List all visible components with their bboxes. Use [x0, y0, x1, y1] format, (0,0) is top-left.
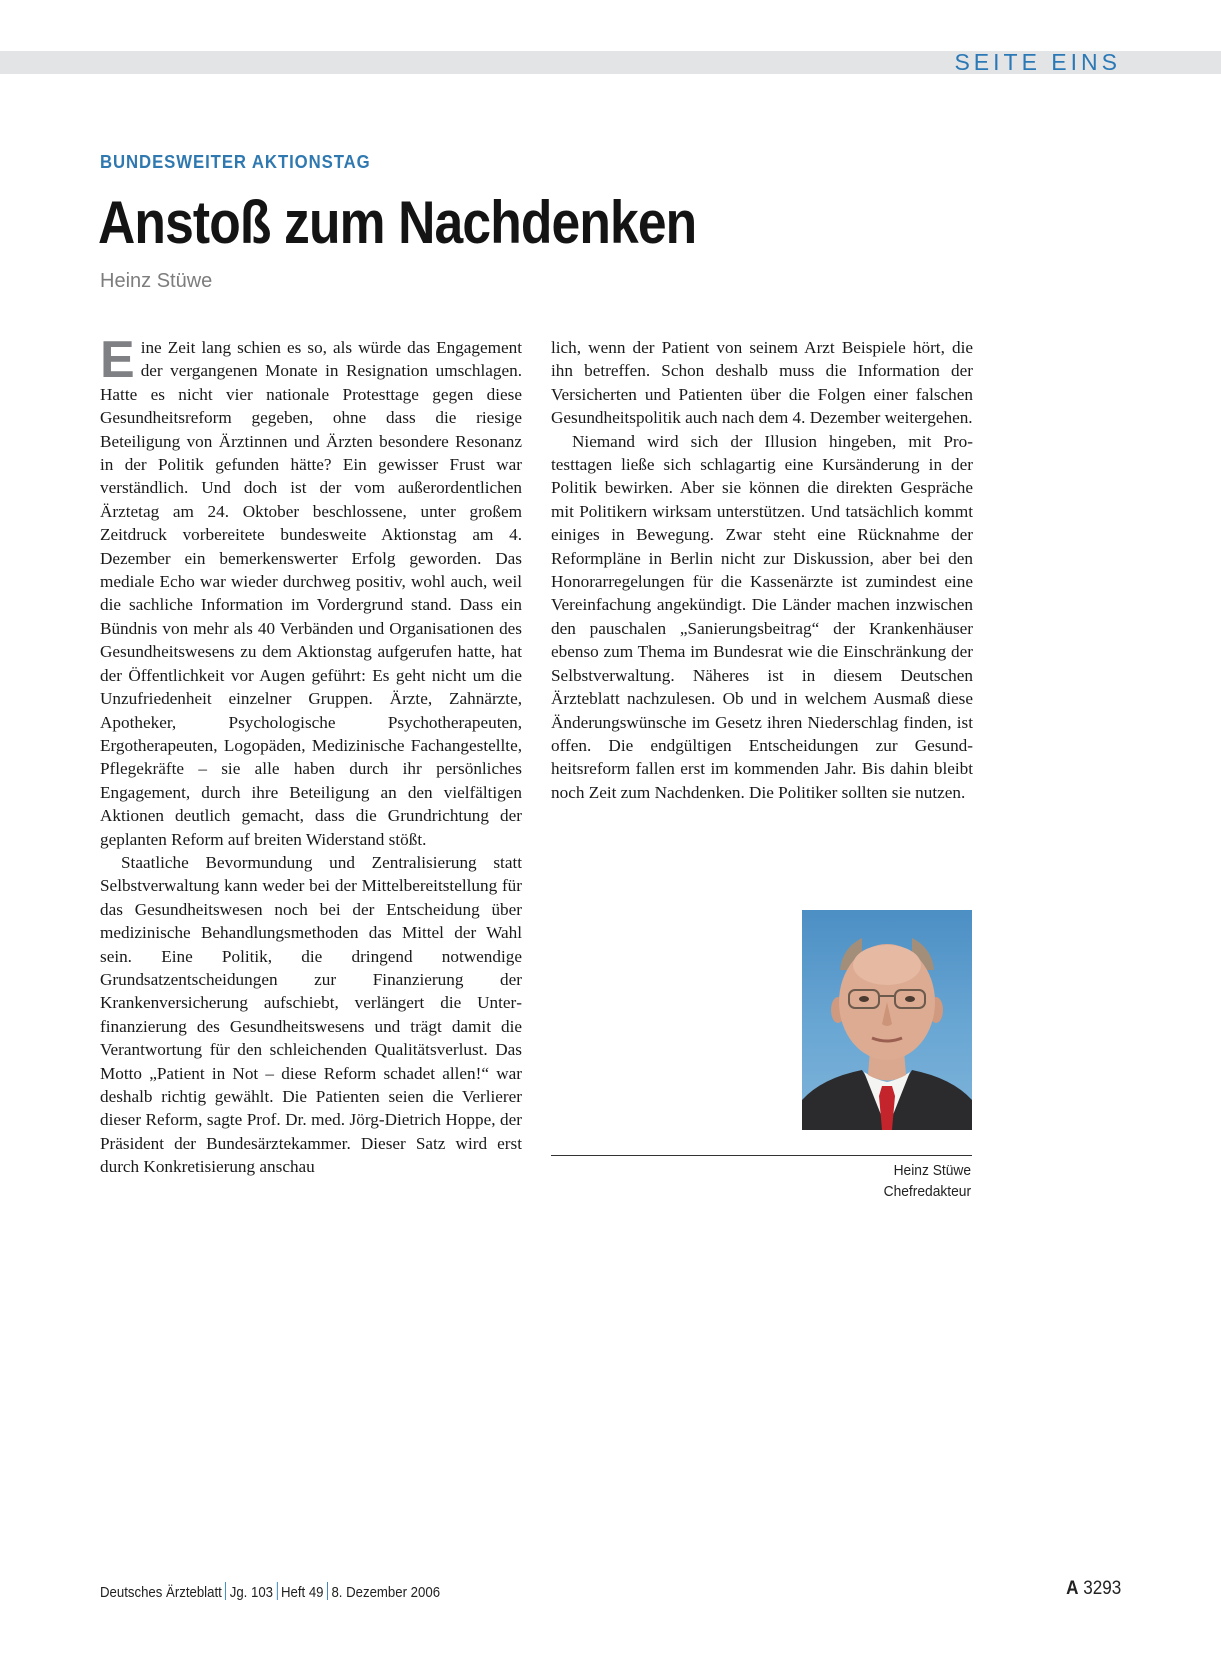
caption-rule — [551, 1155, 972, 1156]
page-prefix: A — [1065, 1578, 1079, 1599]
portrait-illustration — [802, 910, 972, 1130]
paragraph: ine Zeit lang schien es so, als würde das Engagement der vergangenen Monate in Resignation umschlagen. Hatte es nicht vier nationale Protesttage gegen diese Gesundheitsreform gegeben, ohne dass die riesige Beteiligung von Ärztinnen und Ärzten besondere Resonanz in der Politik gefunden hätte? Ein gewisser Frust war verständlich. Und doch ist der vom außerordentlichen Ärztetag am 24. Oktober beschlossene, unter großem Zeitdruck vorbereitete bundesweite Aktionstag am 4. Dezember ein bemerkenswerter Erfolg geworden. Das mediale Echo war wieder durchweg positiv, wohl auch, weil die sachliche Information im Vordergrund stand. Dass ein Bündnis von mehr als 40 Verbänden und Organisationen des Gesundheitswesens zu dem Aktionstag aufgerufen hatte, hat der Öffentlichkeit vor Augen geführt: Es geht nicht um die Unzufriedenheit einzelner Gruppen. Ärzte, Zahnärzte, Apotheker, Psychologische Psychotherapeuten, Ergotherapeuten, Logopäden, Medizinische Fachangestellte, Pflegekräfte – sie alle haben durch ihr persönliches Engagement, durch ihre Beteiligung an den vielfältigen Aktionen deutlich gemacht, dass die Grundrichtung der geplanten Reform auf breiten Widerstand stößt. — [100, 338, 522, 849]
page-number — [1066, 1578, 1121, 1600]
section-label: SEITE EINS — [954, 49, 1121, 75]
article-title: Anstoß zum Nachdenken — [98, 189, 697, 256]
photo-caption — [884, 1160, 971, 1202]
footer-journal: Deutsches Ärzteblatt — [100, 1584, 222, 1601]
drop-cap: E — [100, 331, 135, 389]
text-column-right — [551, 336, 973, 804]
author-portrait — [802, 910, 972, 1130]
paragraph: Niemand wird sich der Illusion hingeben, mit Protesttagen ließe sich schlagartig eine Kursänderung in der Politik bewirken. Aber sie können die direkten Gespräche mit Politikern wirksam unterstützen. Und tatsächlich kommt einiges in Bewegung. Zwar steht eine Rücknahme der Reformpläne in Berlin nicht zur Diskussion, aber bei den Honorarregelungen für die Kassenärzte ist zumindest eine Vereinfachung angekündigt. Die Länder machen inzwischen den pauschalen „Sanierungsbeitrag“ der Krankenhäuser ebenso zum Thema im Bundesrat wie die Einschränkung der Selbstverwaltung. Näheres ist in diesem Deutschen Ärzteblatt nachzulesen. Ob und in welchem Ausmaß diese Änderungswünsche im Gesetz ihren Niederschlag finden, ist offen. Die endgültigen Entscheidungen zur Gesundheitsreform fallen erst im kommenden Jahr. Bis dahin bleibt noch Zeit zum Nachdenken. Die Politiker sollten sie nutzen. — [551, 431, 973, 802]
footer-citation — [100, 1582, 440, 1601]
paragraph: Staatliche Bevormundung und Zentralisierung statt Selbstverwaltung kann weder bei der Mittelbereitstellung für das Gesundheitswesen noch bei der Entscheidung über medizinische Behandlungsmethoden das Mittel der Wahl sein. Eine Politik, die dringend notwendige Grundsatzentscheidungen zur Finanzierung der Krankenversicherung aufschiebt, verlängert die Unterfinanzierung des Gesundheitswesens und trägt damit die Verantwortung für den schleichenden Qualitätsverlust. Das Motto „Patient in Not – diese Reform schadet allen!“ war deshalb richtig gewählt. Die Patienten seien die Verlierer dieser Reform, sagte Prof. Dr. med. Jörg-Dietrich Hoppe, der Präsident der Bundesärztekammer. Dieser Satz wird erst durch Konkretisierung anschau — [100, 852, 522, 1177]
caption-role: Chefredakteur — [883, 1183, 971, 1200]
footer-issue: Heft 49 — [280, 1584, 324, 1601]
text-column-left — [100, 331, 522, 1179]
footer-date: 8. Dezember 2006 — [331, 1584, 441, 1601]
article-author: Heinz Stüwe — [100, 270, 213, 292]
footer-separator — [327, 1582, 328, 1600]
footer-separator — [277, 1582, 278, 1600]
footer-volume: Jg. 103 — [229, 1584, 274, 1601]
article-kicker: BUNDESWEITER AKTIONSTAG — [100, 152, 371, 172]
footer-separator — [225, 1582, 226, 1600]
caption-name: Heinz Stüwe — [893, 1162, 971, 1179]
page-number-value: 3293 — [1082, 1578, 1121, 1599]
paragraph: lich, wenn der Patient von seinem Arzt Beispiele hört, die ihn betreffen. Schon deshalb muss die Information der Versicherten und Patienten über die Folgen einer falschen Gesundheitspolitik auch nach dem 4. Dezember weitergehen. — [551, 338, 973, 428]
